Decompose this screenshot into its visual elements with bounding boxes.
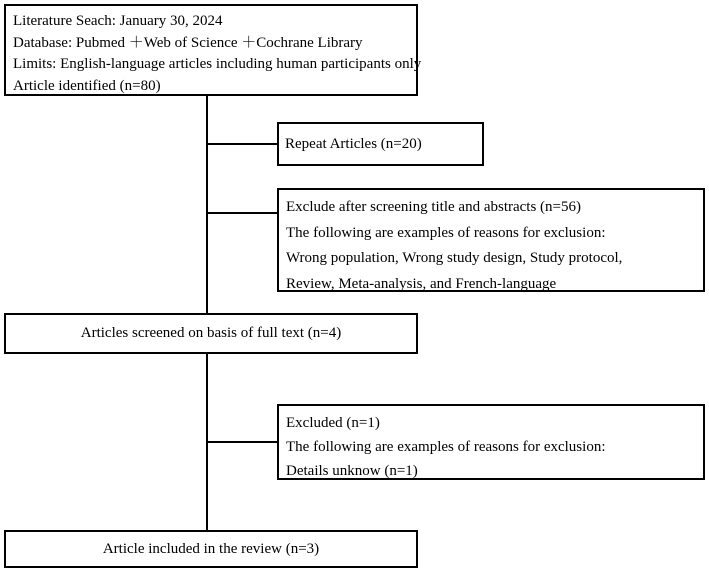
exclude-screening-line: The following are examples of reasons for exclusion:: [286, 224, 606, 241]
literature-search-line: Database: Pubmed ＋Web of Science ＋Cochrane Library: [13, 34, 363, 51]
excluded-line: The following are examples of reasons for exclusion:: [286, 439, 606, 455]
excluded-line: Excluded (n=1): [286, 415, 380, 431]
box-repeat-articles: [277, 122, 484, 166]
connector-branch-exclude-screening: [207, 212, 277, 214]
full-text-screening-label: Articles screened on basis of full text (n=4): [80, 325, 342, 341]
connector-branch-excluded: [207, 441, 277, 443]
box-full-text-screening: [4, 313, 418, 354]
literature-search-line: Limits: English-language articles including human participants only: [13, 56, 422, 72]
connector-branch-repeat-articles: [207, 143, 277, 145]
box-exclude-screening: [277, 188, 705, 292]
repeat-articles-label: Repeat Articles (n=20): [285, 135, 422, 152]
exclude-screening-line: Wrong population, Wrong study design, Study protocol,: [286, 250, 623, 266]
literature-search-line: Article identified (n=80): [13, 77, 161, 94]
literature-search-line: Literature Seach: January 30, 2024: [13, 13, 223, 29]
exclude-screening-line: Exclude after screening title and abstracts (n=56): [286, 199, 582, 215]
included-in-review-label: Article included in the review (n=3): [102, 540, 320, 557]
box-literature-search: [4, 4, 422, 96]
connector-vertical-top: [206, 96, 208, 313]
box-included-in-review: [4, 530, 418, 568]
box-excluded: [277, 404, 705, 480]
exclude-screening-line: Review, Meta-analysis, and French-language: [286, 275, 557, 292]
excluded-line: Details unknow (n=1): [286, 463, 418, 479]
